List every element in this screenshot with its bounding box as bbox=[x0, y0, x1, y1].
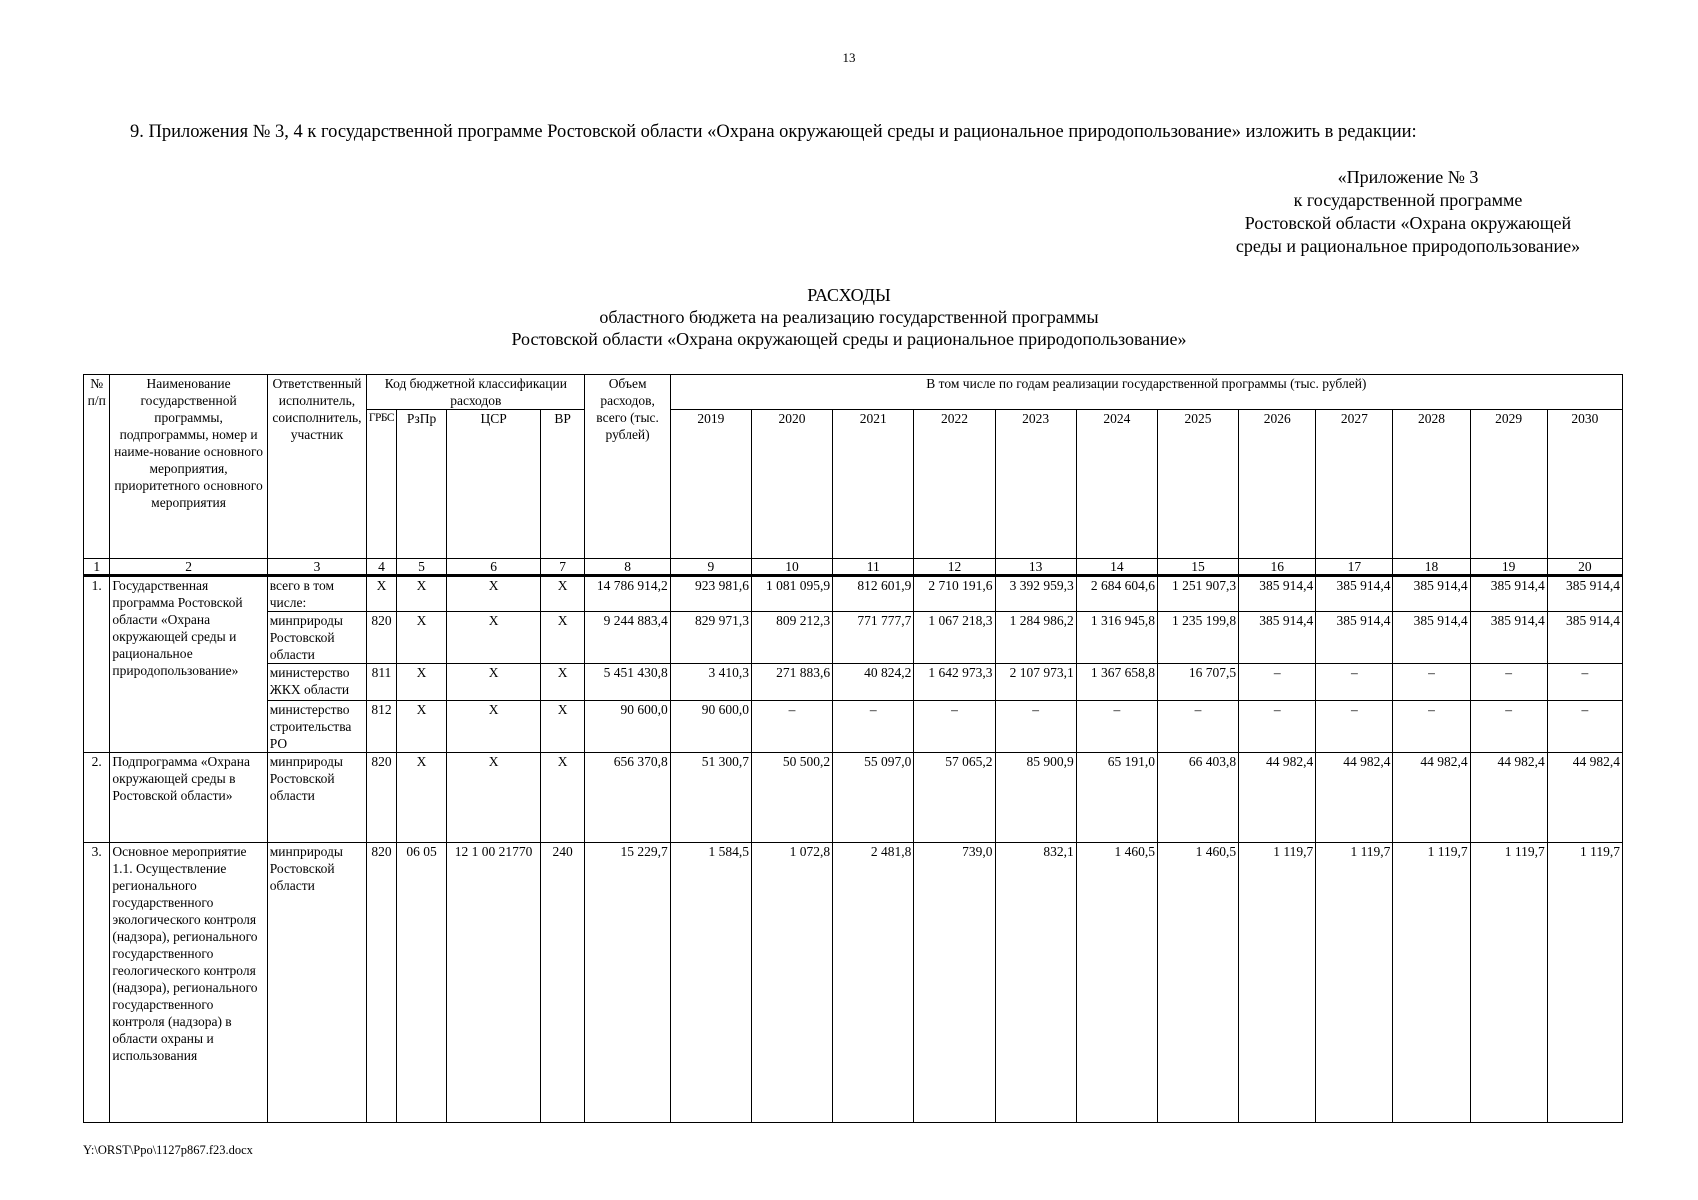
row-number: 1. bbox=[84, 576, 110, 753]
document-title bbox=[0, 284, 1698, 350]
year-amount: – bbox=[1470, 664, 1547, 701]
year-amount: 1 642 973,3 bbox=[914, 664, 995, 701]
vr-code: X bbox=[540, 612, 585, 664]
page-number: 13 bbox=[842, 50, 856, 65]
rzpr-code: 06 05 bbox=[396, 843, 447, 1123]
grbs-code: 811 bbox=[367, 664, 396, 701]
rzpr-code: X bbox=[396, 701, 447, 753]
column-number-row bbox=[84, 559, 1623, 576]
vr-code: 240 bbox=[540, 843, 585, 1123]
total-amount: 656 370,8 bbox=[585, 753, 670, 843]
csr-code: X bbox=[447, 612, 540, 664]
header-total: Объем расходов, всего (тыс. рублей) bbox=[585, 375, 670, 559]
year-amount: 385 914,4 bbox=[1239, 576, 1316, 612]
title-line: областного бюджета на реализацию государственной программы bbox=[599, 307, 1099, 327]
year-amount: 1 072,8 bbox=[751, 843, 832, 1123]
column-number: 7 bbox=[540, 559, 585, 576]
appendix-line: к государственной программе bbox=[1293, 190, 1523, 210]
year-amount: 385 914,4 bbox=[1393, 576, 1470, 612]
rzpr-code: X bbox=[396, 612, 447, 664]
header-year: 2023 bbox=[995, 410, 1076, 559]
total-amount: 15 229,7 bbox=[585, 843, 670, 1123]
year-amount: 44 982,4 bbox=[1470, 753, 1547, 843]
year-amount: 271 883,6 bbox=[751, 664, 832, 701]
table-row bbox=[84, 753, 1623, 843]
year-amount: – bbox=[1239, 701, 1316, 753]
header-year: 2028 bbox=[1393, 410, 1470, 559]
row-number: 2. bbox=[84, 753, 110, 843]
rzpr-code: X bbox=[396, 753, 447, 843]
column-number: 9 bbox=[670, 559, 751, 576]
vr-code: X bbox=[540, 701, 585, 753]
grbs-code: X bbox=[367, 576, 396, 612]
year-amount: 50 500,2 bbox=[751, 753, 832, 843]
header-year: 2024 bbox=[1076, 410, 1157, 559]
year-amount: 44 982,4 bbox=[1393, 753, 1470, 843]
year-amount: – bbox=[1547, 701, 1622, 753]
executor: минприроды Ростовской области bbox=[267, 753, 366, 843]
header-rzpr: РзПр bbox=[396, 410, 447, 559]
column-number: 6 bbox=[447, 559, 540, 576]
year-amount: 1 119,7 bbox=[1239, 843, 1316, 1123]
year-amount: 385 914,4 bbox=[1316, 576, 1393, 612]
grbs-code: 812 bbox=[367, 701, 396, 753]
grbs-code: 820 bbox=[367, 612, 396, 664]
column-number: 20 bbox=[1547, 559, 1622, 576]
header-num: № п/п bbox=[84, 375, 110, 559]
year-amount: 923 981,6 bbox=[670, 576, 751, 612]
year-amount: 55 097,0 bbox=[833, 753, 914, 843]
header-year: 2029 bbox=[1470, 410, 1547, 559]
total-amount: 9 244 883,4 bbox=[585, 612, 670, 664]
column-number: 18 bbox=[1393, 559, 1470, 576]
year-amount: 1 367 658,8 bbox=[1076, 664, 1157, 701]
year-amount: 1 460,5 bbox=[1076, 843, 1157, 1123]
column-number: 12 bbox=[914, 559, 995, 576]
rzpr-code: X bbox=[396, 664, 447, 701]
column-number: 13 bbox=[995, 559, 1076, 576]
csr-code: X bbox=[447, 664, 540, 701]
year-amount: 1 316 945,8 bbox=[1076, 612, 1157, 664]
executor: министерство ЖКХ области bbox=[267, 664, 366, 701]
year-amount: – bbox=[1157, 701, 1238, 753]
total-amount: 90 600,0 bbox=[585, 701, 670, 753]
year-amount: – bbox=[1547, 664, 1622, 701]
year-amount: 1 584,5 bbox=[670, 843, 751, 1123]
appendix-line: «Приложение № 3 bbox=[1337, 167, 1479, 187]
header-grbs: ГРБС bbox=[367, 410, 396, 559]
intro-paragraph: 9. Приложения № 3, 4 к государственной программе Ростовской области «Охрана окружающей среды и рациональное природопользование» изложить в редакции: bbox=[130, 122, 1417, 142]
appendix-caption bbox=[1198, 166, 1618, 258]
year-amount: 1 251 907,3 bbox=[1157, 576, 1238, 612]
year-amount: 51 300,7 bbox=[670, 753, 751, 843]
header-year: 2026 bbox=[1239, 410, 1316, 559]
year-amount: 385 914,4 bbox=[1470, 612, 1547, 664]
rzpr-code: X bbox=[396, 576, 447, 612]
year-amount: 832,1 bbox=[995, 843, 1076, 1123]
header-year: 2025 bbox=[1157, 410, 1238, 559]
year-amount: 44 982,4 bbox=[1316, 753, 1393, 843]
year-amount: 812 601,9 bbox=[833, 576, 914, 612]
year-amount: 1 081 095,9 bbox=[751, 576, 832, 612]
vr-code: X bbox=[540, 753, 585, 843]
year-amount: – bbox=[914, 701, 995, 753]
year-amount: 44 982,4 bbox=[1239, 753, 1316, 843]
header-year: 2027 bbox=[1316, 410, 1393, 559]
header-name: Наименование государственной программы, подпрограммы, номер и наиме-нование основного мероприятия, приоритетного основного мероприятия bbox=[110, 375, 267, 559]
grbs-code: 820 bbox=[367, 753, 396, 843]
executor: минприроды Ростовской области bbox=[267, 843, 366, 1123]
header-year: 2030 bbox=[1547, 410, 1622, 559]
year-amount: 771 777,7 bbox=[833, 612, 914, 664]
grbs-code: 820 bbox=[367, 843, 396, 1123]
csr-code: X bbox=[447, 576, 540, 612]
year-amount: 66 403,8 bbox=[1157, 753, 1238, 843]
year-amount: – bbox=[995, 701, 1076, 753]
year-amount: – bbox=[1470, 701, 1547, 753]
year-amount: 385 914,4 bbox=[1316, 612, 1393, 664]
year-amount: 385 914,4 bbox=[1393, 612, 1470, 664]
year-amount: 44 982,4 bbox=[1547, 753, 1622, 843]
year-amount: – bbox=[1076, 701, 1157, 753]
header-years-group: В том числе по годам реализации государственной программы (тыс. рублей) bbox=[670, 375, 1622, 410]
year-amount: 809 212,3 bbox=[751, 612, 832, 664]
csr-code: X bbox=[447, 753, 540, 843]
year-amount: 385 914,4 bbox=[1547, 612, 1622, 664]
table-row bbox=[84, 612, 1623, 664]
appendix-line: среды и рациональное природопользование» bbox=[1235, 236, 1581, 256]
column-number: 5 bbox=[396, 559, 447, 576]
program-name: Подпрограмма «Охрана окружающей среды в Ростовской области» bbox=[110, 753, 267, 843]
year-amount: 57 065,2 bbox=[914, 753, 995, 843]
year-amount: – bbox=[751, 701, 832, 753]
title-line: Ростовской области «Охрана окружающей среды и рациональное природопользование» bbox=[511, 329, 1187, 349]
column-number: 14 bbox=[1076, 559, 1157, 576]
header-year: 2021 bbox=[833, 410, 914, 559]
expenses-table-container bbox=[83, 374, 1623, 1123]
executor: министерство строительства РО bbox=[267, 701, 366, 753]
year-amount: – bbox=[1239, 664, 1316, 701]
year-amount: 1 119,7 bbox=[1316, 843, 1393, 1123]
column-number: 3 bbox=[267, 559, 366, 576]
table-row bbox=[84, 664, 1623, 701]
program-name: Основное мероприятие 1.1. Осуществление регионального государственного экологического контроля (надзора), регионального государственного геологического контроля (надзора), регионального государственного контроля (надзора) в области охраны и использования bbox=[110, 843, 267, 1123]
year-amount: – bbox=[1393, 664, 1470, 701]
year-amount: 2 107 973,1 bbox=[995, 664, 1076, 701]
column-number: 10 bbox=[751, 559, 832, 576]
year-amount: 1 235 199,8 bbox=[1157, 612, 1238, 664]
year-amount: 16 707,5 bbox=[1157, 664, 1238, 701]
appendix-line: Ростовской области «Охрана окружающей bbox=[1244, 213, 1572, 233]
table-row bbox=[84, 843, 1623, 1123]
year-amount: 1 067 218,3 bbox=[914, 612, 995, 664]
year-amount: 2 684 604,6 bbox=[1076, 576, 1157, 612]
year-amount: – bbox=[1316, 701, 1393, 753]
year-amount: 65 191,0 bbox=[1076, 753, 1157, 843]
header-executor: Ответственный исполнитель, соисполнитель, участник bbox=[267, 375, 366, 559]
column-number: 16 bbox=[1239, 559, 1316, 576]
year-amount: – bbox=[1316, 664, 1393, 701]
year-amount: 385 914,4 bbox=[1547, 576, 1622, 612]
year-amount: 3 410,3 bbox=[670, 664, 751, 701]
row-number: 3. bbox=[84, 843, 110, 1123]
program-name: Государственная программа Ростовской области «Охрана окружающей среды и рациональное природопользование» bbox=[110, 576, 267, 753]
year-amount: 40 824,2 bbox=[833, 664, 914, 701]
csr-code: X bbox=[447, 701, 540, 753]
year-amount: 829 971,3 bbox=[670, 612, 751, 664]
year-amount: 85 900,9 bbox=[995, 753, 1076, 843]
year-amount: 1 460,5 bbox=[1157, 843, 1238, 1123]
table-body bbox=[84, 576, 1623, 1123]
table-row bbox=[84, 576, 1623, 612]
year-amount: 2 710 191,6 bbox=[914, 576, 995, 612]
column-number: 17 bbox=[1316, 559, 1393, 576]
executor: всего в том числе: bbox=[267, 576, 366, 612]
year-amount: 1 119,7 bbox=[1393, 843, 1470, 1123]
header-year: 2022 bbox=[914, 410, 995, 559]
column-number: 4 bbox=[367, 559, 396, 576]
column-number: 8 bbox=[585, 559, 670, 576]
year-amount: 1 119,7 bbox=[1547, 843, 1622, 1123]
year-amount: 1 119,7 bbox=[1470, 843, 1547, 1123]
header-year: 2020 bbox=[751, 410, 832, 559]
title-line: РАСХОДЫ bbox=[807, 285, 891, 305]
year-amount: 385 914,4 bbox=[1239, 612, 1316, 664]
year-amount: 739,0 bbox=[914, 843, 995, 1123]
year-amount: – bbox=[1393, 701, 1470, 753]
year-amount: 90 600,0 bbox=[670, 701, 751, 753]
year-amount: 3 392 959,3 bbox=[995, 576, 1076, 612]
expenses-table bbox=[83, 374, 1623, 1123]
header-row-1 bbox=[84, 375, 1623, 410]
vr-code: X bbox=[540, 576, 585, 612]
csr-code: 12 1 00 21770 bbox=[447, 843, 540, 1123]
column-number: 19 bbox=[1470, 559, 1547, 576]
column-number: 2 bbox=[110, 559, 267, 576]
vr-code: X bbox=[540, 664, 585, 701]
executor: минприроды Ростовской области bbox=[267, 612, 366, 664]
column-number: 11 bbox=[833, 559, 914, 576]
column-number: 15 bbox=[1157, 559, 1238, 576]
year-amount: 385 914,4 bbox=[1470, 576, 1547, 612]
year-amount: 2 481,8 bbox=[833, 843, 914, 1123]
total-amount: 5 451 430,8 bbox=[585, 664, 670, 701]
header-year: 2019 bbox=[670, 410, 751, 559]
year-amount: – bbox=[833, 701, 914, 753]
year-amount: 1 284 986,2 bbox=[995, 612, 1076, 664]
header-vr: ВР bbox=[540, 410, 585, 559]
column-number: 1 bbox=[84, 559, 110, 576]
header-csr: ЦСР bbox=[447, 410, 540, 559]
table-row bbox=[84, 701, 1623, 753]
total-amount: 14 786 914,2 bbox=[585, 576, 670, 612]
header-code-group: Код бюджетной классификации расходов bbox=[367, 375, 585, 410]
footer-file-path: Y:\ORST\Ppo\1127p867.f23.docx bbox=[83, 1143, 253, 1157]
